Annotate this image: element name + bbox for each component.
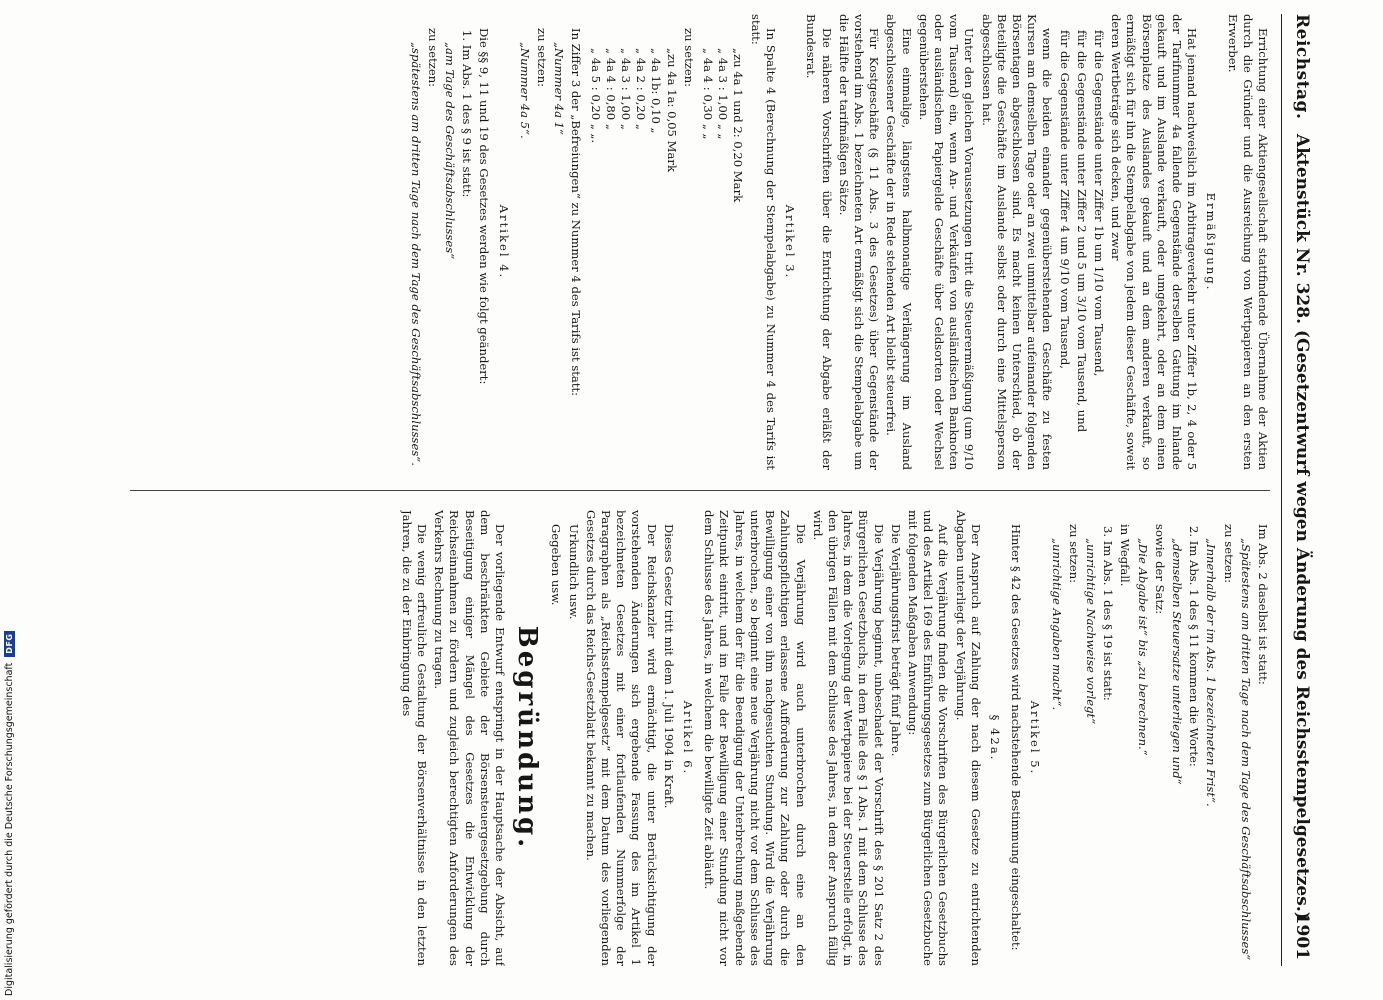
paragraph: Eine einmalige, längstens halbmonatige Verlängerung im Ausland abgeschlossener Geschäfte der in Rede stehenden Art bleibt steuerfrei. <box>884 14 914 470</box>
table-row: „ 4a 4 : 0,30 „ „ <box>701 48 716 140</box>
paragraph: Für Kostgeschäfte (§ 11 Abs. 3 des Gesetzes) über Gegenstände der vorstehend im Abs. 1 bezeichneten Art ermäßigt sich die Stempelabgabe um die Hälfte der tarifmäßigen Sätze. <box>836 14 882 470</box>
paragraph: Hat jemand nachweislich im Arbitrageverkehr unter Ziffer 1b, 2, 4 oder 5 der Tarifnummer 4a fallende Gegenstände derselben Gattung im Inlande gekauft und im Auslande verkauft, oder umgekehrt, oder an dem einen Börsenplatze des Auslandes gekauft und an dem anderen verkauft, so ermäßigt sich für ihn die Stempelabgabe von jedem dieser Geschäfte, soweit deren Wertbeträge sich decken, und zwar <box>1109 14 1200 470</box>
paragraph: Die näheren Vorschriften über die Entrichtung der Abgabe erläßt der Bundesrat. <box>804 14 834 470</box>
table-row: „ 4a 1b: 0,10 „ <box>649 48 664 134</box>
column-divider <box>130 490 1270 491</box>
paragraph: Der Anspruch auf Zahlung der nach diesem Gesetze zu entrichtenden Abgaben unterliegt der Verjährung. <box>953 510 983 966</box>
paragraph: zu setzen: <box>425 28 440 88</box>
quote: „Nummer 4a 5“. <box>517 42 532 139</box>
page-header <box>1281 14 1322 966</box>
paragraph: Errichtung einer Aktiengesellschaft stattfindende Übernahme der Aktien durch die Gründer und die Ausreichung von Wertpapieren an den ersten Erwerber. <box>1225 14 1270 470</box>
paragraph: Die §§ 9, 11 und 19 des Gesetzes werden wie folgt geändert: <box>477 28 492 385</box>
table-row: „zu 4a 1 und 2: 0,20 Mark <box>731 48 746 203</box>
section-heading: Artikel 6. <box>681 700 696 776</box>
table-row: „ 4a 2 : 0,20 „ <box>634 48 649 130</box>
list-item: 1. Im Abs. 1 des § 9 ist statt: <box>460 30 475 198</box>
paragraph: zu setzen: <box>1066 524 1081 584</box>
paragraph: In Spalte 4 (Berechnung der Stempelabgabe) zu Nummer 4 des Tarifs ist statt: <box>748 14 778 470</box>
right-column <box>120 510 1270 966</box>
quote: „demselben Steuersatze unterliegen und“ <box>1169 538 1184 785</box>
header-left: Reichstag. <box>1292 14 1312 120</box>
list-item: 2. Im Abs. 1 des § 11 kommen die Worte: <box>1187 526 1202 767</box>
section-heading: Artikel 5. <box>1028 700 1043 776</box>
quote: „Innerhalb der im Abs. 1 bezeichneten Frist“. <box>1204 538 1219 807</box>
paragraph: Die wenig erfreuliche Gestaltung der Börsenverhältnisse in den letzten Jahren, die zu der Einbringung des <box>399 510 430 966</box>
paragraph: wenn die beiden einander gegenüberstehenden Geschäfte zu festen Kursen am demselben Tage oder an zwei unmittelbar aufeinander folgenden Börsentagen abgeschlossen sind. Es macht keinen Unterschied, ob der Beteiligte die Geschäfte im Auslande selbst oder durch eine Mittelsperson abgeschlossen hat. <box>979 14 1055 470</box>
quote: „Spätestens am dritten Tage nach dem Tage des Geschäftsabschlusses“ <box>1238 538 1253 961</box>
rate-table-old <box>700 48 746 470</box>
quote: „spätestens am dritten Tage nach dem Tage des Geschäftsabschlusses“. <box>408 42 423 466</box>
paragraph: Die Verjährungsfrist beträgt fünf Jahre. <box>888 524 903 757</box>
list-item: für die Gegenstände unter Ziffer 2 und 5 um 3/10 vom Tausend, und <box>1074 30 1089 433</box>
paragraph: In Ziffer 3 der „Befreiungen“ zu Nummer 4 des Tarifs ist statt: <box>569 28 584 397</box>
rate-table-new <box>587 48 678 470</box>
paragraph: Der Reichskanzler wird ermächtigt, die unter Berücksichtigung der vorstehenden Änderungen sich ergebende Fassung des im Artikel 1 bezeichneten Gesetzes mit einer fortlaufenden Nummerfolge der Paragraphen als „Reichsstempelgesetz“ mit dem Datum des vorliegenden Gesetzes durch das Reichs-Gesetzblatt bekannt zu machen. <box>583 510 659 966</box>
paragraph: Der vorliegende Entwurf entspringt in der Hauptsache der Absicht, auf dem beschränkten Gebiete der Börsensteuergesetzgebung durch Beseitigung einiger Mängel des Gesetzes die Entwicklung der Reichseinnahmen zu fördern und zugleich berechtigten Anforderungen des Verkehrs Rechnung zu tragen. <box>432 510 508 966</box>
begruendung-heading: Begründung. <box>512 625 543 851</box>
paragraph: Die Verjährung wird auch unterbrochen durch eine an den Zahlungspflichtigen erlassene Aufforderung zur Zahlung oder durch die Bewilligung einer von ihm nachgesuchten Stundung. Wird die Verjährung unterbrochen, so beginnt eine neue Verjährung nicht vor dem Schlusse des Jahres, in welchem der für die Beendigung der Unterbrechung maßgebende Zeitpunkt eintritt, und im Falle der Bewilligung einer Stundung nicht vor dem Schlusse des Jahres, in welchem die bewilligte Zeit abläuft. <box>702 510 808 966</box>
section-heading: Ermäßigung. <box>1204 192 1219 292</box>
paragraph: Dieses Gesetz tritt mit dem 1. Juli 1904 in Kraft. <box>661 524 676 809</box>
table-row: „ 4a 4 : 0,80 „ <box>603 48 618 130</box>
table-row: „zu 4a 1a: 0,05 Mark <box>664 48 679 172</box>
list-item: 3. Im Abs. 1 des § 19 ist statt: <box>1101 526 1116 701</box>
paragraph: Im Abs. 2 daselbst ist statt: <box>1256 524 1270 685</box>
rotated-document-page <box>112 14 1322 966</box>
table-row: „ 4a 3 : 1,00 „ <box>619 48 634 130</box>
quote: „unrichtige Angaben macht“. <box>1049 538 1064 711</box>
dfg-logo: DFG <box>4 631 15 657</box>
list-item: für die Gegenstände unter Ziffer 1b um 1/10 vom Tausend, <box>1091 30 1106 377</box>
funding-note <box>2 604 16 996</box>
section-heading: § 42a. <box>987 714 1002 762</box>
quote: „Die Abgabe ist“ bis „zu berechnen.“ <box>1135 538 1150 756</box>
paragraph: Hinter § 42 des Gesetzes wird nachstehende Bestimmung eingeschaltet: <box>1009 524 1024 951</box>
list-item: für die Gegenstände unter Ziffer 4 um 9/10 vom Tausend, <box>1057 30 1072 369</box>
page-number: 1901 <box>1292 912 1312 960</box>
section-heading: Artikel 4. <box>496 204 511 280</box>
header-title: Aktenstück Nr. 328. (Gesetzentwurf wegen Änderung des Reichsstempelgesetzes.) <box>1292 134 1312 920</box>
paragraph: Die Verjährung beginnt, unbeschadet der Vorschrift des § 201 Satz 2 des Bürgerlichen Gesetzbuchs, in dem Falle des § 1 Abs. 1 mit dem Schlusse des Jahres, in dem die Vorlegung der Wertpapiere bei der Steuerstelle erfolgt, in den übrigen Fällen mit dem Schlusse des Jahres, in dem der Anspruch fällig wird. <box>810 510 886 966</box>
paragraph: sowie der Satz: <box>1152 524 1167 615</box>
funding-note-text: Digitalisierung gefördert durch die Deutsche Forschungsgemeinschaft <box>3 662 15 996</box>
paragraph: Auf die Verjährung finden die Vorschriften des Bürgerlichen Gesetzbuchs und des Artikel 169 des Einführungsgesetzes zum Bürgerlichen Gesetzbuche mit folgenden Maßgaben Anwendung: <box>905 510 951 966</box>
paragraph: zu setzen: <box>535 28 550 88</box>
table-row: „ 4a 5 : 0,20 „ „. <box>588 48 603 144</box>
paragraph: Gegeben usw. <box>549 524 564 606</box>
quote: „am Tage des Geschäftsabschlusses“ <box>443 42 458 260</box>
quote: „unrichtige Nachweise vorlegt“ <box>1083 538 1098 725</box>
quote: „Nummer 4a 1“ <box>552 42 567 135</box>
left-column <box>120 14 1270 470</box>
paragraph: Unter den gleichen Voraussetzungen tritt die Steuerermäßigung (um 9/10 vom Tausend) ein, wenn An- und Verkäufen von ausländischen Banknoten oder ausländischem Papiergelde Geschäfte über Geldsorten oder Wechsel gegenüberstehen. <box>916 14 977 470</box>
section-heading: Artikel 3. <box>783 204 798 280</box>
paragraph: zu setzen: <box>1221 524 1236 584</box>
paragraph: in Wegfall. <box>1118 524 1133 587</box>
table-row: „ 4a 3 : 1,00 „ „ <box>716 48 731 140</box>
paragraph: Urkundlich usw. <box>566 524 581 620</box>
paragraph: zu setzen: <box>681 28 696 88</box>
